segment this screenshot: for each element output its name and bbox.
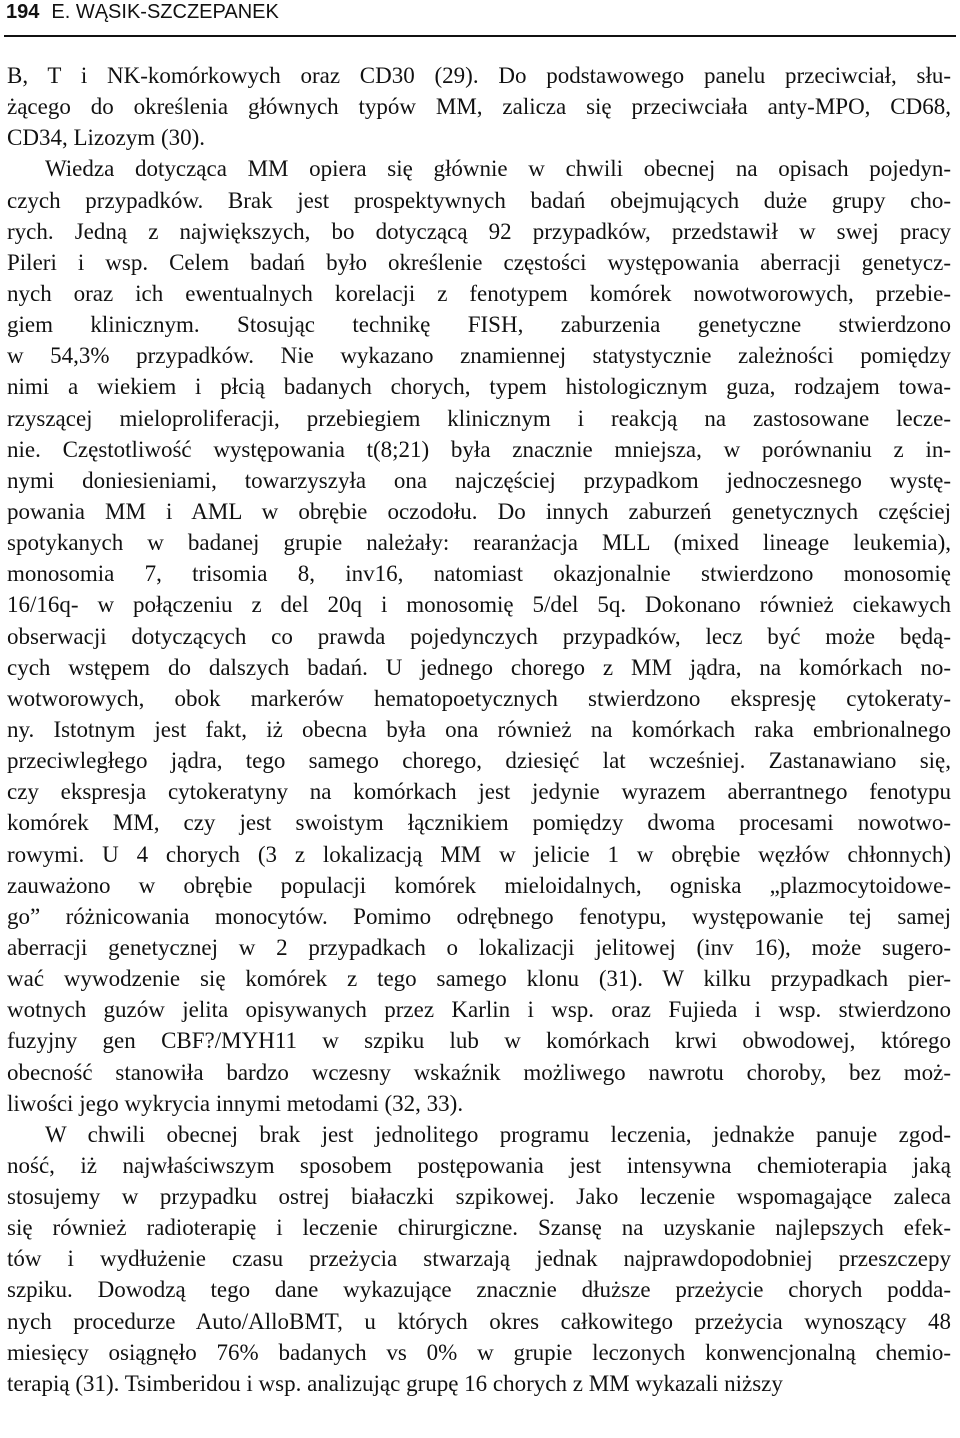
- text-line: liwości jego wykrycia innymi metodami (32, 33).: [7, 1090, 464, 1116]
- page-number: 194: [6, 1, 40, 23]
- running-header: [6, 0, 954, 26]
- header-rule: [4, 35, 956, 37]
- paragraph: [7, 60, 951, 153]
- text-line: stosujemy w przypadku ostrej białaczki szpikowej. Jako leczenie wspomagające zaleca: [7, 1184, 951, 1210]
- text-line: zauważono w obrębie populacji komórek mieloidalnych, ogniska „plazmocytoidowe-: [7, 872, 951, 898]
- running-header-author: E. WĄSIK-SZCZEPANEK: [51, 1, 279, 23]
- text-line: nie. Częstotliwość występowania t(8;21) była znacznie mniejsza, w porównaniu z in-: [7, 436, 951, 462]
- text-line: aberracji genetycznej w 2 przypadkach o lokalizacji jelitowej (inv 16), może sugero-: [7, 934, 951, 960]
- text-line: nimi a wiekiem i płcią badanych chorych, typem histologicznym guza, rodzajem towa-: [7, 374, 951, 400]
- text-line: go” różnicowania monocytów. Pomimo odrębnego fenotypu, występowanie tej samej: [7, 903, 951, 929]
- text-line: rowymi. U 4 chorych (3 z lokalizacją MM w jelicie 1 w obrębie węzłów chłonnych): [7, 841, 951, 867]
- text-line: nych oraz ich ewentualnych korelacji z fenotypem komórek nowotworowych, przebie-: [7, 280, 951, 306]
- text-line: wać wywodzenie się komórek z tego samego klonu (31). W kilku przypadkach pier-: [7, 966, 951, 992]
- text-line: powania MM i AML w obrębie oczodołu. Do innych zaburzeń genetycznych częściej: [7, 498, 951, 524]
- text-line: nymi doniesieniami, towarzyszyła ona najczęściej przypadkom jednoczesnego wystę-: [7, 467, 951, 493]
- text-line: B, T i NK-komórkowych oraz CD30 (29). Do podstawowego panelu przeciwciał, słu-: [7, 63, 951, 88]
- text-line: czy ekspresja cytokeratyny na komórkach jest jedynie wyrazem aberrantnego fenotypu: [7, 779, 951, 805]
- text-line: wotworowych, obok markerów hematopoetycznych stwierdzono ekspresję cytokeraty-: [7, 685, 951, 711]
- text-line: spotykanych w badanej grupie należały: rearanżacja MLL (mixed lineage leukemia),: [7, 530, 951, 556]
- text-line: monosomia 7, trisomia 8, inv16, natomiast okazjonalnie stwierdzono monosomię: [7, 561, 951, 587]
- text-line: obecność stanowiła bardzo wczesny wskaźnik możliwego nawrotu choroby, bez moż-: [7, 1059, 951, 1085]
- text-line: 16/16q- w połączeniu z del 20q i monosomię 5/del 5q. Dokonano również ciekawych: [7, 592, 951, 618]
- text-line: fuzyjny gen CBF?/MYH11 w szpiku lub w komórkach krwi obwodowej, którego: [7, 1028, 951, 1054]
- text-line: żącego do określenia głównych typów MM, zalicza się przeciwciała anty-MPO, CD68,: [7, 94, 951, 120]
- text-line: W chwili obecnej brak jest jednolitego programu leczenia, jednakże panuje zgod-: [45, 1121, 951, 1147]
- text-line: komórek MM, czy jest swoistym łącznikiem pomiędzy dwoma procesami nowotwo-: [7, 810, 951, 836]
- text-line: Wiedza dotycząca MM opiera się głównie w chwili obecnej na opisach pojedyn-: [45, 156, 951, 182]
- text-line: czych przypadków. Brak jest prospektywnych badań obejmujących duże grupy cho-: [7, 187, 951, 213]
- text-line: w 54,3% przypadków. Nie wykazano znamiennej statystycznie zależności pomiędzy: [7, 343, 951, 369]
- text-line: cych wstępem do dalszych badań. U jednego chorego z MM jądra, na komórkach no-: [7, 654, 951, 680]
- text-line: wotnych guzów jelita opisywanych przez Karlin i wsp. oraz Fujieda i wsp. stwierdzono: [7, 997, 951, 1023]
- text-line: rych. Jedną z największych, bo dotyczącą 92 przypadków, przedstawił w swej pracy: [7, 218, 951, 244]
- paragraph: [7, 1119, 951, 1399]
- text-line: obserwacji dotyczących co prawda pojedynczych przypadków, lecz być może będą-: [7, 623, 951, 649]
- text-line: nych procedurze Auto/AlloBMT, u których okres całkowitego przeżycia wynoszący 48: [7, 1308, 951, 1334]
- text-line: Pileri i wsp. Celem badań było określenie częstości występowania aberracji genetycz-: [7, 249, 951, 275]
- text-line: ny. Istotnym jest fakt, iż obecna była ona również na komórkach raka embrionalnego: [7, 716, 951, 742]
- text-line: giem klinicznym. Stosując technikę FISH, zaburzenia genetyczne stwierdzono: [7, 312, 951, 338]
- text-line: ność, iż najwłaściwszym sposobem postępowania jest intensywna chemioterapia jaką: [7, 1152, 951, 1178]
- paragraph: [7, 153, 951, 1118]
- text-line: miesięcy osiągnęło 76% badanych vs 0% w grupie leczonych konwencjonalną chemio-: [7, 1339, 951, 1365]
- text-line: terapią (31). Tsimberidou i wsp. analizując grupę 16 chorych z MM wykazali niższy: [7, 1370, 783, 1396]
- body-text: [7, 60, 951, 1399]
- text-line: rzyszącej mieloproliferacji, przebiegiem klinicznym i reakcją na zastosowane lecze-: [7, 405, 951, 431]
- text-line: się również radioterapię i leczenie chirurgiczne. Szansę na uzyskanie najlepszych efek-: [7, 1215, 951, 1241]
- text-line: szpiku. Dowodzą tego dane wykazujące znacznie dłuższe przeżycie chorych podda-: [7, 1277, 951, 1303]
- text-line: tów i wydłużenie czasu przeżycia stwarzają jednak najprawdopodobniej przeszczepy: [7, 1246, 951, 1272]
- text-line: przeciwległego jądra, tego samego chorego, dziesięć lat wcześniej. Zastanawiano się,: [7, 748, 951, 774]
- text-line: CD34, Lizozym (30).: [7, 125, 206, 151]
